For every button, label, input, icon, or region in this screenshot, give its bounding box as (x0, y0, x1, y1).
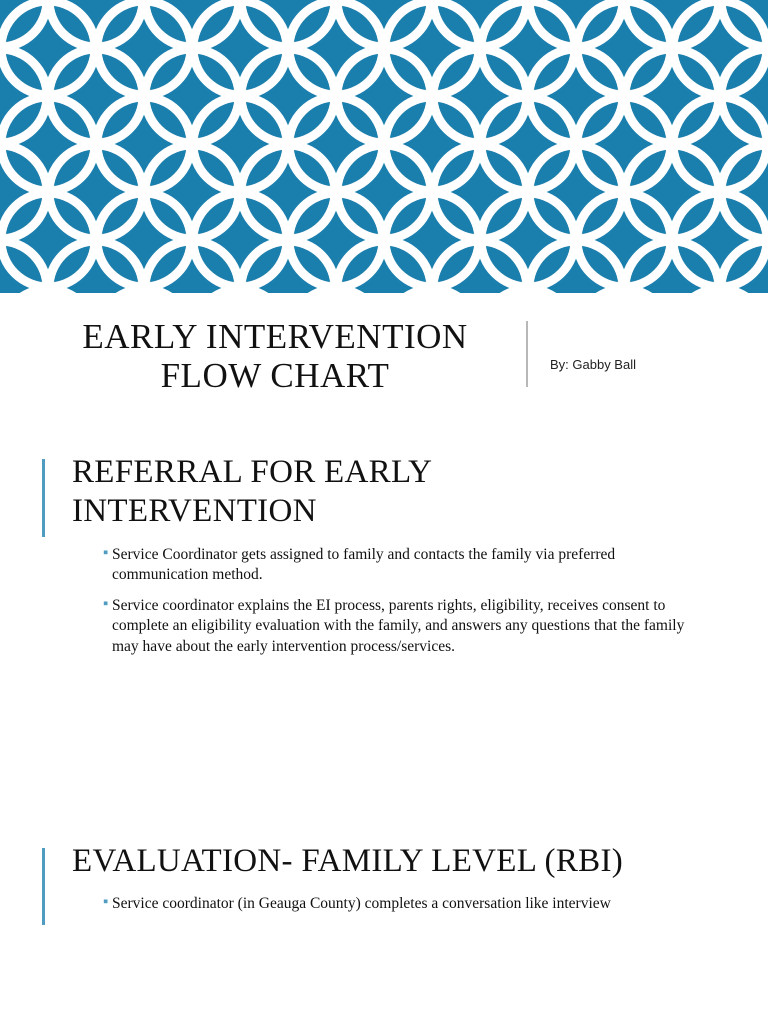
interlocking-circles-pattern (0, 0, 768, 293)
section-referral (0, 453, 768, 657)
bullet-icon: ▪ (103, 595, 109, 612)
list-item-text: Service coordinator explains the EI process, parents rights, eligibility, receives consent to complete an eligibility evaluation with the family, and answers any questions that the family may have about the early intervention process/services. (112, 596, 685, 656)
section-heading: EVALUATION- FAMILY LEVEL (RBI) (72, 842, 624, 879)
decorative-banner (0, 0, 768, 293)
list-item-text: Service Coordinator gets assigned to family and contacts the family via preferred communication method. (112, 545, 616, 584)
list-item (103, 894, 692, 915)
bullet-icon: ▪ (103, 894, 109, 911)
section-accent-bar (42, 848, 45, 925)
section-bullet-list (46, 894, 728, 915)
list-item (103, 595, 692, 658)
list-item-text: Service coordinator (in Geauga County) completes a conversation like interview (112, 895, 611, 913)
title-divider (526, 321, 528, 387)
list-item (103, 544, 692, 586)
title-block (0, 315, 768, 395)
byline: By: Gabby Ball (550, 357, 636, 372)
section-evaluation (0, 842, 768, 925)
section-accent-bar (42, 459, 45, 537)
section-heading: REFERRAL FOR EARLY INTERVENTION (72, 454, 432, 529)
section-bullet-list (46, 545, 728, 658)
bullet-icon: ▪ (103, 544, 109, 561)
page-title: EARLY INTERVENTION FLOW CHART (82, 317, 468, 396)
